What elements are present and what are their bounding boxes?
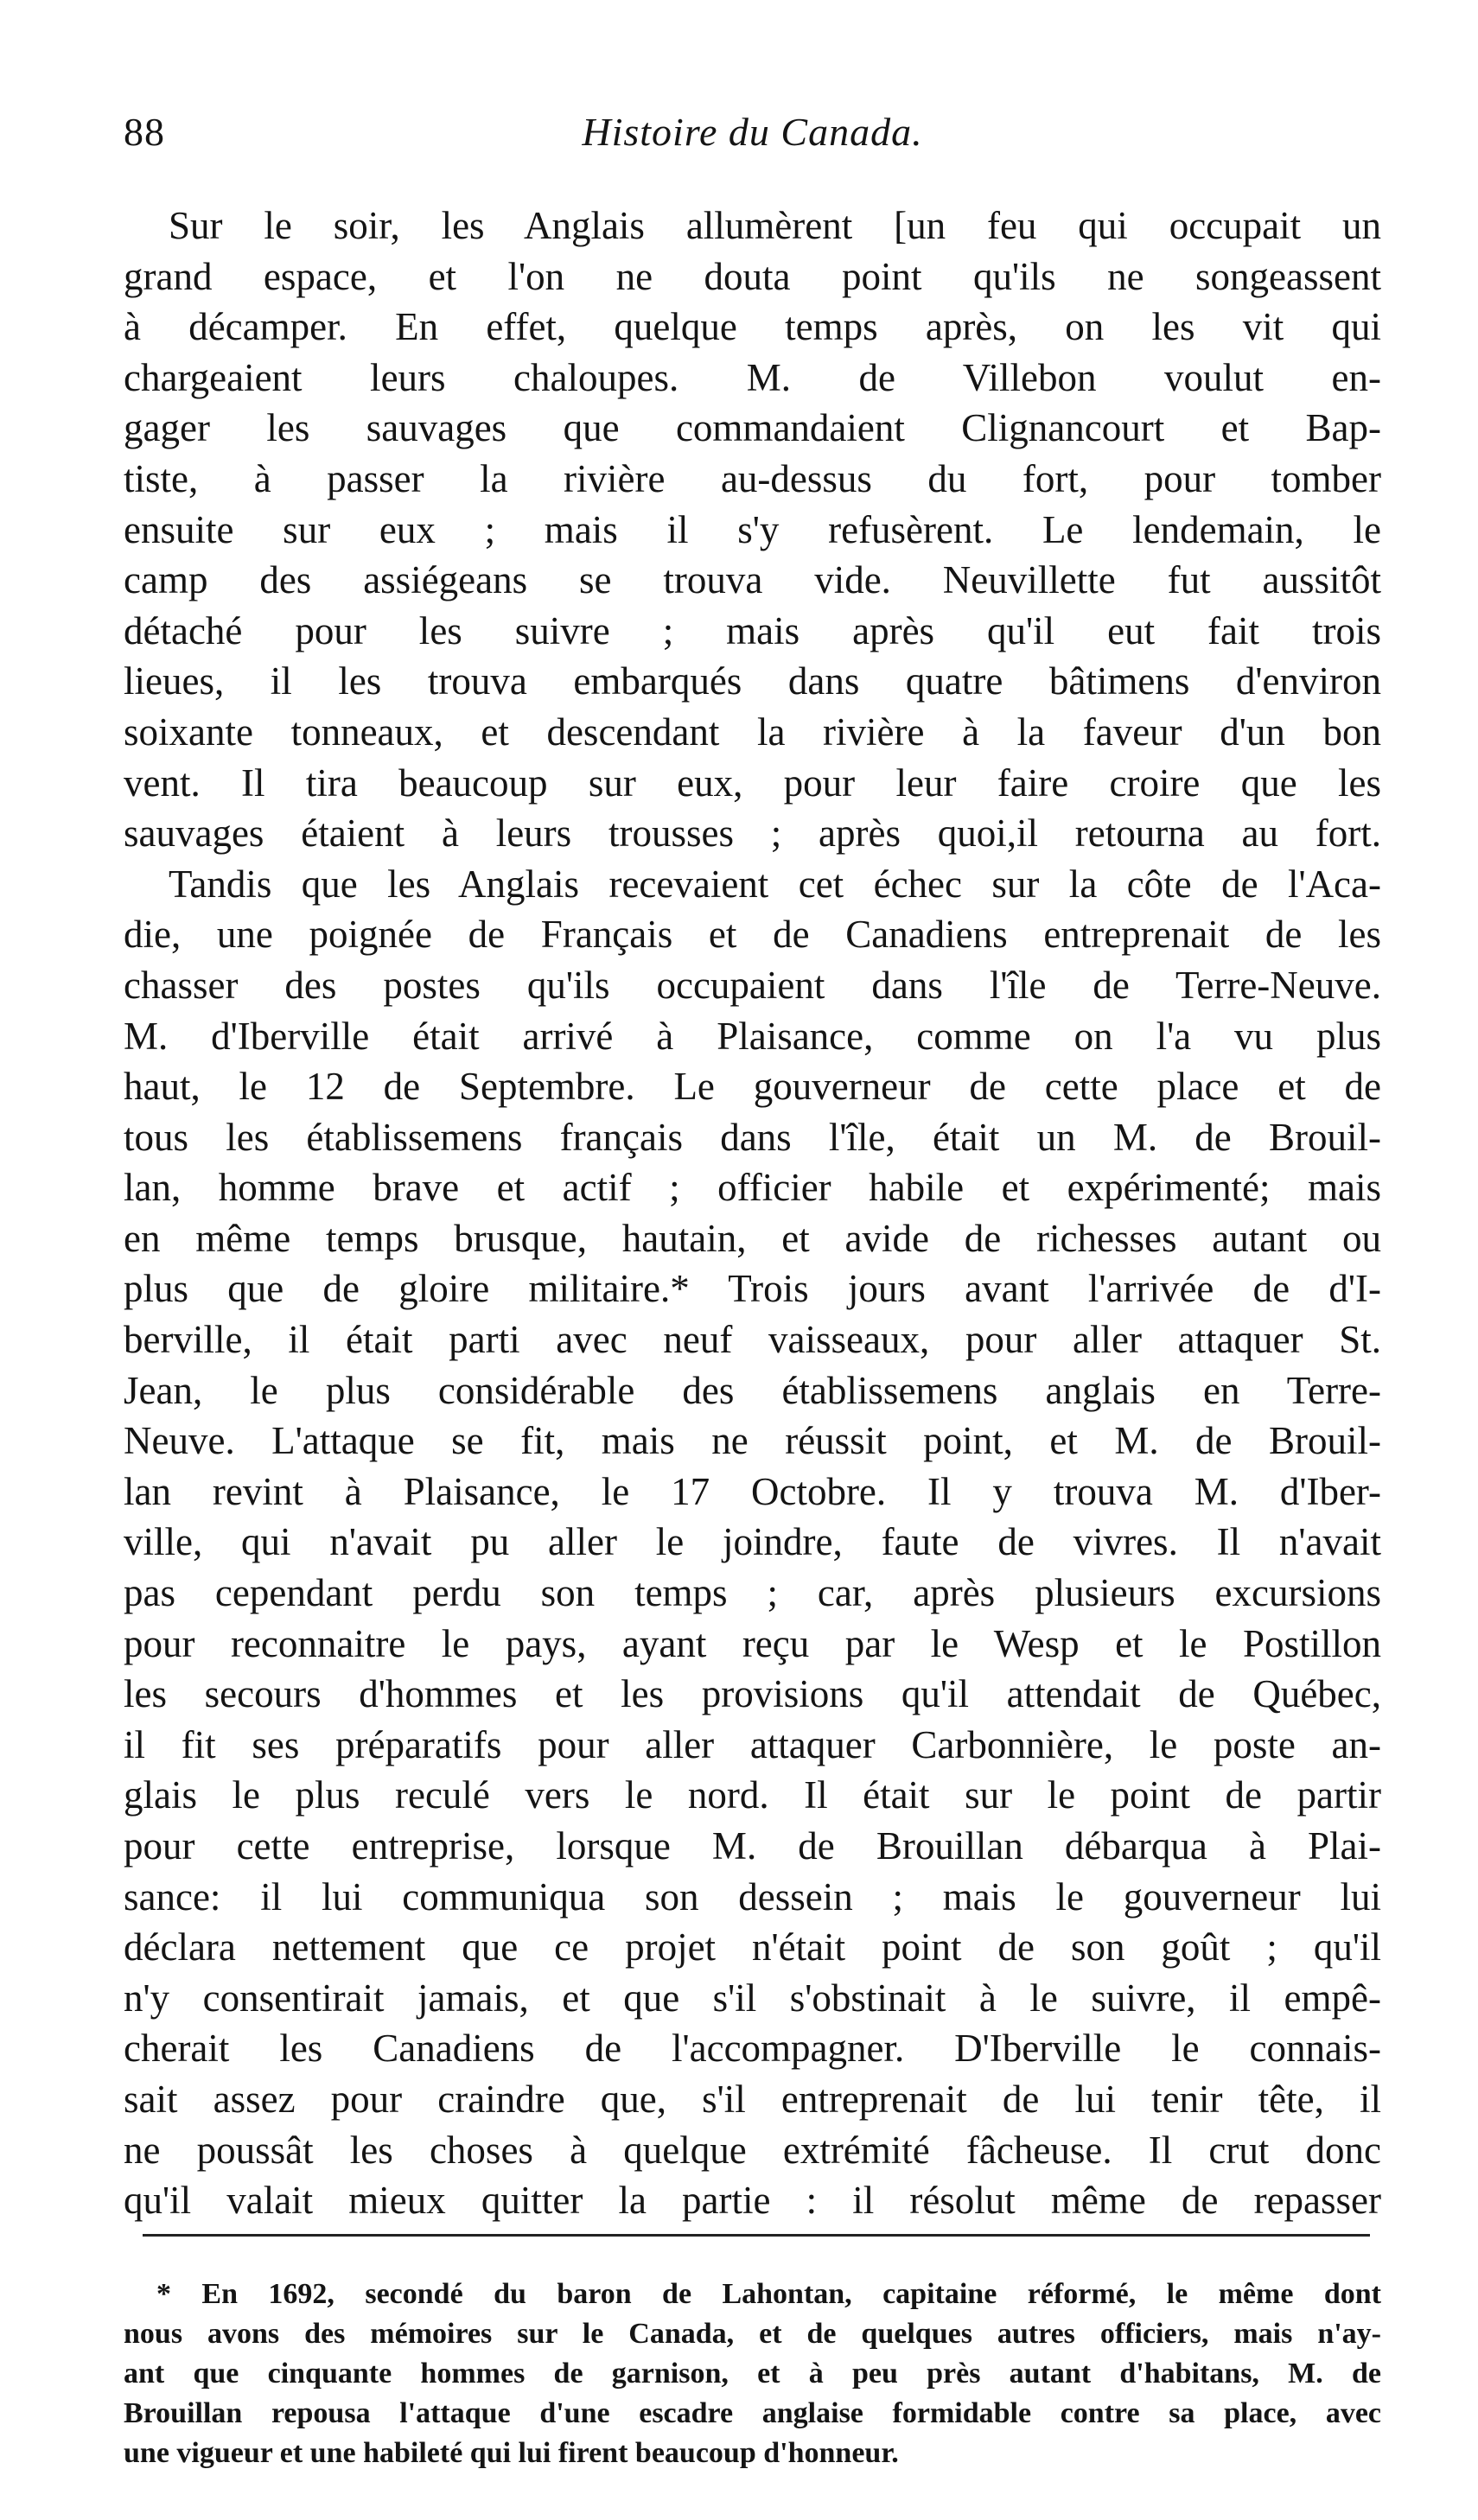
text-line: plus que de gloire militaire.* Trois jours avant l'arrivée de d'I- (124, 1267, 1381, 1311)
text-line: qu'il valait mieux quitter la partie : il résolut même de repasser (124, 2179, 1381, 2223)
running-title: Histoire du Canada. (582, 110, 923, 154)
text-line: camp des assiégeans se trouva vide. Neuvillette fut aussitôt (124, 558, 1381, 602)
text-line: à décamper. En effet, quelque temps après, on les vit qui (124, 305, 1381, 349)
text-line: lieues, il les trouva embarqués dans quatre bâtimens d'environ (124, 659, 1381, 703)
text-line: Neuve. L'attaque se fit, mais ne réussit point, et M. de Brouil- (124, 1419, 1381, 1463)
text-line: glais le plus reculé vers le nord. Il était sur le point de partir (124, 1773, 1381, 1817)
footnote-line: nous avons des mémoires sur le Canada, et de quelques autres officiers, mais n'ay- (124, 2318, 1381, 2350)
text-line: gager les sauvages que commandaient Clignancourt et Bap- (124, 406, 1381, 450)
text-line: chasser des postes qu'ils occupaient dans l'île de Terre-Neuve. (124, 963, 1381, 1007)
text-line: les secours d'hommes et les provisions qu'il attendait de Québec, (124, 1672, 1381, 1716)
text-line: cherait les Canadiens de l'accompagner. D'Iberville le connais- (124, 2027, 1381, 2071)
running-head (124, 102, 1381, 162)
text-line: pas cependant perdu son temps ; car, après plusieurs excursions (124, 1571, 1381, 1615)
text-line: pour cette entreprise, lorsque M. de Brouillan débarqua à Plai- (124, 1824, 1381, 1868)
text-line: sance: il lui communiqua son dessein ; mais le gouverneur lui (124, 1874, 1381, 1919)
text-line: détaché pour les suivre ; mais après qu'il eut fait trois (124, 608, 1381, 652)
text-line: sait assez pour craindre que, s'il entreprenait de lui tenir tête, il (124, 2077, 1381, 2121)
text-line: déclara nettement que ce projet n'était point de son goût ; qu'il (124, 1925, 1381, 1970)
text-line: chargeaient leurs chaloupes. M. de Villebon voulut en- (124, 355, 1381, 399)
text-line: tiste, à passer la rivière au-dessus du fort, pour tomber (124, 456, 1381, 500)
text-line: ensuite sur eux ; mais il s'y refusèrent. Le lendemain, le (124, 507, 1381, 551)
text-line: pour reconnaitre le pays, ayant reçu par le Wesp et le Postillon (124, 1621, 1381, 1665)
footnote-line: * En 1692, secondé du baron de Lahontan, capitaine réformé, le même dont (156, 2278, 1381, 2310)
text-line: n'y consentirait jamais, et que s'il s'obstinait à le suivre, il empê- (124, 1976, 1381, 2020)
text-line: die, une poignée de Français et de Canadiens entreprenait de les (124, 913, 1381, 957)
text-line: ville, qui n'avait pu aller le joindre, faute de vivres. Il n'avait (124, 1520, 1381, 1564)
text-line: il fit ses préparatifs pour aller attaquer Carbonnière, le poste an- (124, 1722, 1381, 1766)
body-text (124, 200, 1381, 2226)
footnote-line: Brouillan repousa l'attaque d'une escadre anglaise formidable contre sa place, avec (124, 2397, 1381, 2429)
footnote-line: ant que cinquante hommes de garnison, et à peu près autant d'habitans, M. de (124, 2358, 1381, 2390)
text-line: Sur le soir, les Anglais allumèrent [un feu qui occupait un (169, 204, 1381, 247)
text-line: tous les établissemens français dans l'île, était un M. de Brouil- (124, 1115, 1381, 1159)
text-line: lan revint à Plaisance, le 17 Octobre. Il y trouva M. d'Iber- (124, 1469, 1381, 1513)
text-line: haut, le 12 de Septembre. Le gouverneur de cette place et de (124, 1065, 1381, 1109)
text-line: berville, il était parti avec neuf vaisseaux, pour aller attaquer St. (124, 1318, 1381, 1362)
text-line: soixante tonneaux, et descendant la rivière à la faveur d'un bon (124, 710, 1381, 754)
footnote (124, 2275, 1381, 2473)
text-line: lan, homme brave et actif ; officier habile et expérimenté; mais (124, 1166, 1381, 1210)
footnote-line: une vigueur et une habileté qui lui firent beaucoup d'honneur. (124, 2437, 899, 2469)
text-line: Jean, le plus considérable des établissemens anglais en Terre- (124, 1368, 1381, 1412)
text-line: Tandis que les Anglais recevaient cet échec sur la côte de l'Aca- (169, 862, 1381, 906)
footnote-divider (143, 2234, 1370, 2237)
text-line: sauvages étaient à leurs trousses ; après quoi,il retourna au fort. (124, 811, 1381, 856)
text-line: vent. Il tira beaucoup sur eux, pour leur faire croire que les (124, 760, 1381, 805)
text-line: grand espace, et l'on ne douta point qu'ils ne songeassent (124, 254, 1381, 298)
text-line: M. d'Iberville était arrivé à Plaisance, comme on l'a vu plus (124, 1014, 1381, 1058)
text-line: en même temps brusque, hautain, et avide de richesses autant ou (124, 1216, 1381, 1260)
text-line: ne poussât les choses à quelque extrémité fâcheuse. Il crut donc (124, 2128, 1381, 2172)
page-number: 88 (124, 110, 165, 154)
